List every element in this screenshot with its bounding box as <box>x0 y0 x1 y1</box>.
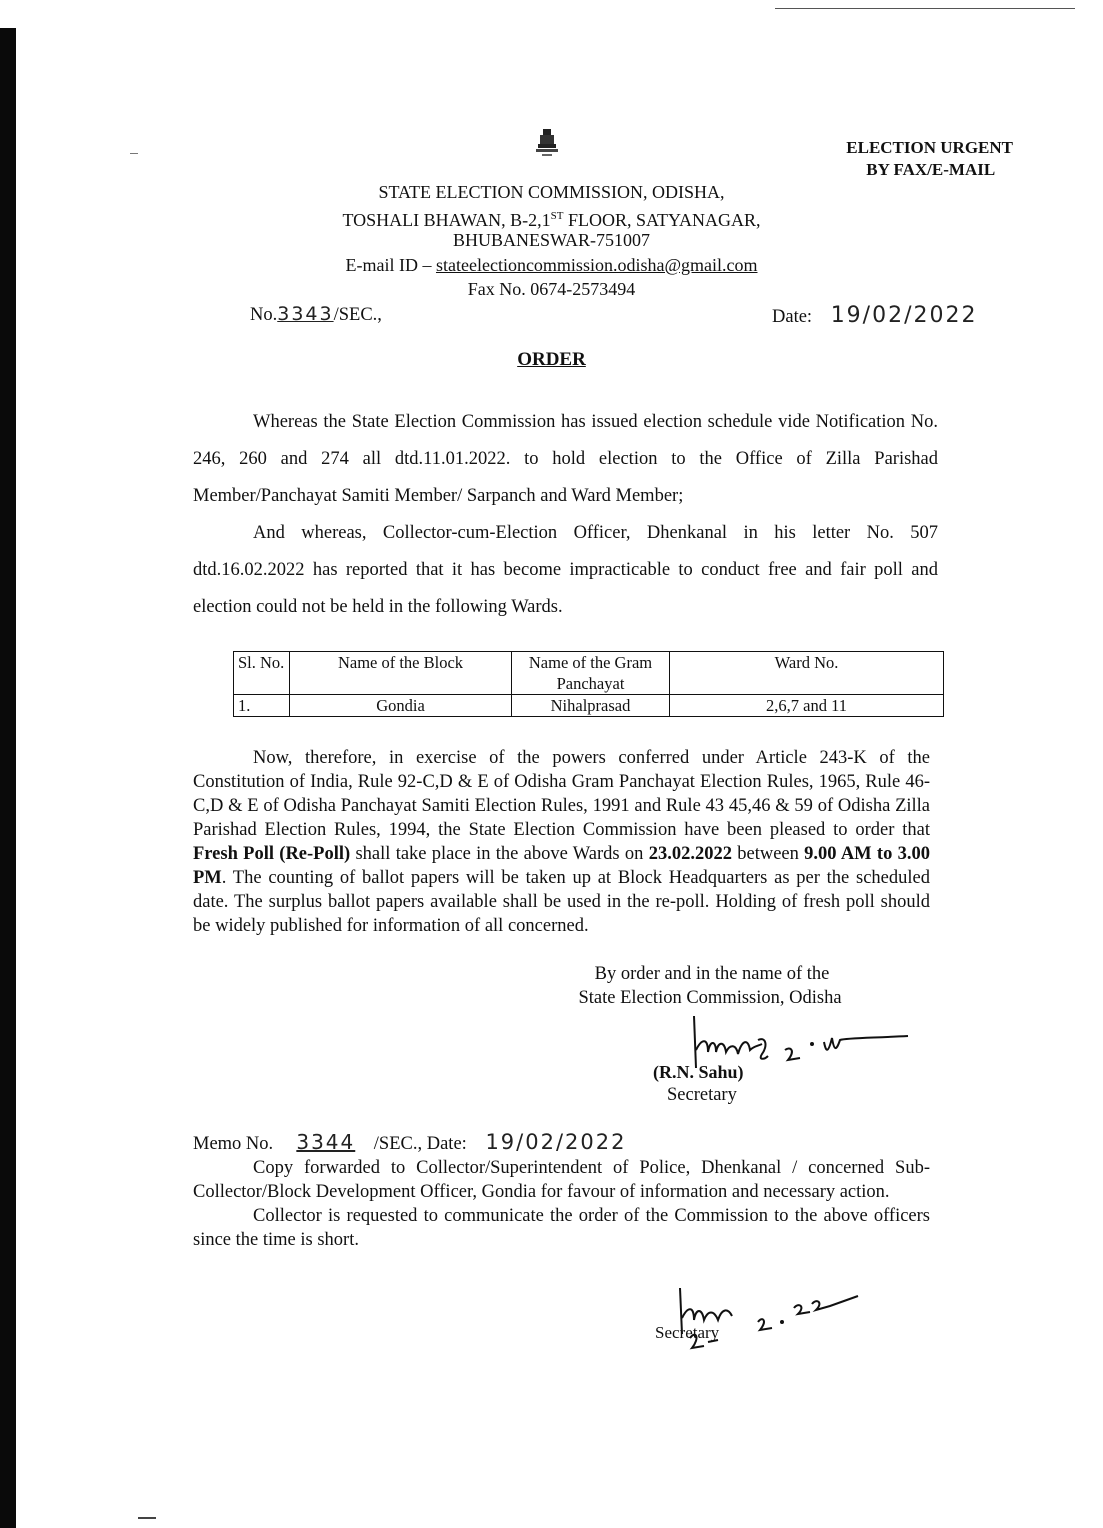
table-row <box>234 695 944 717</box>
cell-sl-no: 1. <box>234 695 290 717</box>
org-line-2: TOSHALI BHAWAN, B-2,1ST FLOOR, SATYANAGAR, <box>342 210 761 230</box>
header-ward-no: Ward No. <box>670 652 944 695</box>
order-paragraph-2: And whereas, Collector-cum-Election Officer, Dhenkanal in his letter No. 507 dtd.16.02.2022 has reported that it has become impracticable to conduct free and fair poll and election could not be held in the following Wards. <box>193 523 938 617</box>
memo-signatory-designation: Secretary <box>655 1323 720 1342</box>
memo-header: Memo No. 3344 /SEC., Date: 19/02/2022 <box>193 1130 627 1154</box>
handwritten-memo-date: 19/02/2022 <box>485 1130 627 1154</box>
org-line-1: STATE ELECTION COMMISSION, ODISHA, <box>378 182 725 202</box>
signatory-name: (R.N. Sahu) <box>653 1062 744 1082</box>
fresh-poll-text: Fresh Poll (Re-Poll) <box>193 844 351 864</box>
signatory-designation: Secretary <box>667 1085 737 1105</box>
table-header-row <box>234 652 944 695</box>
authority-line-2: State Election Commission, Odisha <box>578 988 842 1008</box>
memo-signature-image <box>648 1282 868 1362</box>
scan-top-line <box>775 8 1075 9</box>
header-block: Name of the Block <box>290 652 512 695</box>
order-title: ORDER <box>517 349 586 370</box>
repoll-date: 23.02.2022 <box>648 844 732 864</box>
org-line-3: BHUBANESWAR-751007 <box>452 230 650 250</box>
header-sl-no: Sl. No. <box>234 652 290 695</box>
ward-table <box>233 651 944 717</box>
urgency-label <box>846 137 1013 181</box>
state-emblem-icon <box>533 127 561 159</box>
urgent-line-2: BY FAX/E-MAIL <box>866 160 996 179</box>
handwritten-date: 19/02/2022 <box>830 303 978 328</box>
handwritten-ref-number: 3343 <box>277 303 334 325</box>
urgent-line-1: ELECTION URGENT <box>846 138 1013 157</box>
fax-line: Fax No. 0674-2573494 <box>467 279 636 299</box>
cell-gram-panchayat: Nihalprasad <box>512 695 670 717</box>
memo-body <box>193 1156 930 1252</box>
scan-mark <box>130 153 138 154</box>
memo-paragraph-1: Copy forwarded to Collector/Superintendent of Police, Dhenkanal / concerned Sub-Collector/Block Development Officer, Gondia for favour of information and necessary action. <box>193 1158 930 1202</box>
handwritten-memo-number: 3344 <box>296 1130 356 1154</box>
memo-paragraph-2: Collector is requested to communicate the order of the Commission to the above officers since the time is short. <box>193 1206 930 1250</box>
authority-line-1: By order and in the name of the <box>594 964 830 984</box>
reference-date: Date: 19/02/2022 <box>772 303 978 328</box>
order-operative-paragraph: Now, therefore, in exercise of the powers conferred under Article 243-K of the Constitution of India, Rule 92-C,D & E of Odisha Gram Panchayat Election Rules, 1965, Rule 46-C,D & E of Odisha Panchayat Samiti Election Rules, 1991 and Rule 43 45,46 & 59 of Odisha Zilla Parishad Election Rules, 1994, the State Election Commission have been pleased to order that Fresh Poll (Re-Poll) shall take place in the above Wards on 23.02.2022 between 9.00 AM to 3.00 PM. The counting of ballot papers will be taken up at Block Headquarters as per the scheduled date. The surplus ballot papers available shall be used in the re-poll. Holding of fresh poll should be widely published for information of all concerned. <box>193 748 931 936</box>
order-body <box>193 404 938 626</box>
email-link[interactable]: stateelectioncommission.odisha@gmail.com <box>435 255 758 275</box>
scan-mark-bottom <box>138 1517 156 1519</box>
order-paragraph-1: Whereas the State Election Commission has issued election schedule vide Notification No. 246, 260 and 274 all dtd.11.01.2022. to hold election to the Office of Zilla Parishad Member/Panchayat Samiti Member/ Sarpanch and Ward Member; <box>193 412 938 506</box>
cell-ward-no: 2,6,7 and 11 <box>670 695 944 717</box>
repoll-time: 9.00 AM to 3.00 PM <box>193 844 931 888</box>
email-line: E-mail ID – stateelectioncommission.odisha@gmail.com <box>345 255 758 275</box>
reference-number: No.3343/SEC., <box>250 303 382 325</box>
header-gram-panchayat: Name of the Gram Panchayat <box>512 652 670 695</box>
cell-block: Gondia <box>290 695 512 717</box>
